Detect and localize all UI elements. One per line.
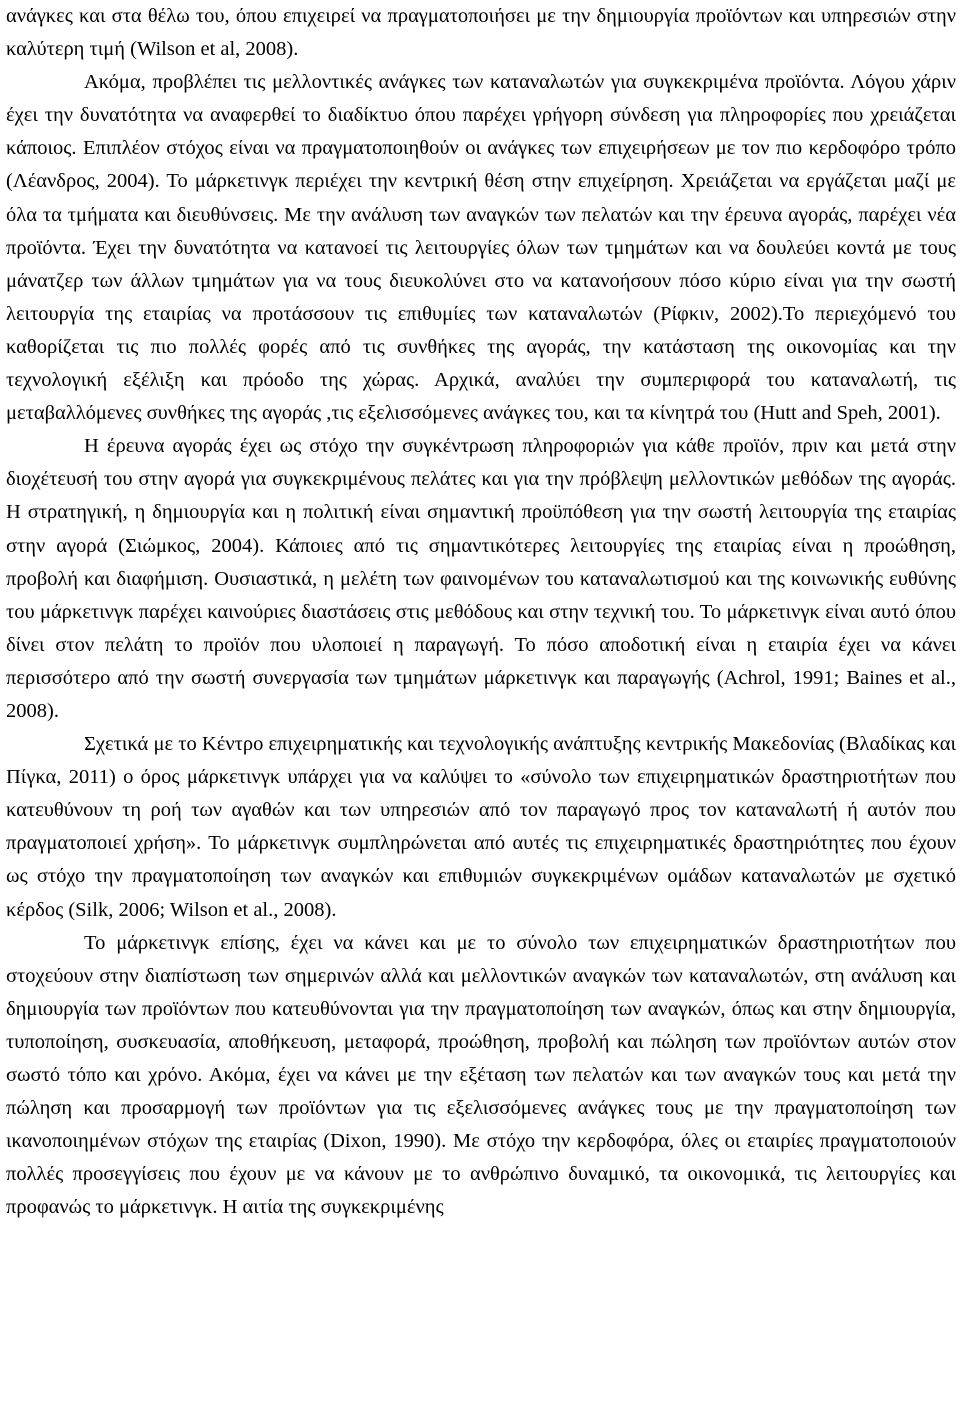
paragraph-4: Σχετικά με το Κέντρο επιχειρηματικής και τεχνολογικής ανάπτυξης κεντρικής Μακεδονίας (Βλαδίκας και Πίγκα, 2011) ο όρος μάρκετινγκ υπάρχει για να καλύψει το «σύνολο των επιχειρηματικών δραστηριοτήτων που κατευθύνουν τη ροή των αγαθών και των υπηρεσιών από τον παραγωγό προς τον καταναλωτή ή αυτόν που πραγματοποιεί χρήση». Το μάρκετινγκ συμπληρώνεται από αυτές τις επιχειρηματικές δραστηριότητες που έχουν ως στόχο την πραγματοποίηση των αναγκών και επιθυμιών συγκεκριμένων ομάδων καταναλωτών με σχετικό κέρδος (Silk, 2006; Wilson et al., 2008).: [6, 733, 956, 921]
paragraph-3: Η έρευνα αγοράς έχει ως στόχο την συγκέντρωση πληροφοριών για κάθε προϊόν, πριν και μετά στην διοχέτευσή του στην αγορά για συγκεκριμένους πελάτες και για την πρόβλεψη μελλοντικών μεθόδων της αγοράς. Η στρατηγική, η δημιουργία και η πολιτική είναι σημαντική προϋπόθεση για την σωστή λειτουργία της εταιρίας στην αγορά (Σιώμκος, 2004). Κάποιες από τις σημαντικότερες λειτουργίες της εταιρίας είναι η προώθηση, προβολή και διαφήμιση. Ουσιαστικά, η μελέτη των φαινομένων του καταναλωτισμού και της κοινωνικής ευθύνης του μάρκετινγκ παρέχει καινούριες διαστάσεις στις μεθόδους και στην τεχνική του. Το μάρκετινγκ είναι αυτό όπου δίνει στον πελάτη το προϊόν που υλοποιεί η παραγωγή. Το πόσο αποδοτική είναι η εταιρία έχει να κάνει περισσότερο από την σωστή συνεργασία των τμημάτων μάρκετινγκ και παραγωγής (Achrol, 1991; Baines et al., 2008).: [6, 435, 956, 722]
paragraph-2: Ακόμα, προβλέπει τις μελλοντικές ανάγκες των καταναλωτών για συγκεκριμένα προϊόντα. Λόγου χάριν έχει την δυνατότητα να αναφερθεί το διαδίκτυο όπου παρέχει γρήγορη σύνδεση για πληροφορίες που χρειάζεται κάποιος. Επιπλέον στόχος είναι να πραγματοποιηθούν οι ανάγκες των επιχειρήσεων με τον πιο κερδοφόρο τρόπο (Λέανδρος, 2004). Το μάρκετινγκ περιέχει την κεντρική θέση στην επιχείρηση. Χρειάζεται να εργάζεται μαζί με όλα τα τμήματα και διευθύνσεις. Με την ανάλυση των αναγκών των πελατών και την έρευνα αγοράς, παρέχει νέα προϊόντα. Έχει την δυνατότητα να κατανοεί τις λειτουργίες όλων των τμημάτων και να δουλεύει κοντά με τους μάνατζερ των άλλων τμημάτων για να τους διευκολύνει στο να κατανοήσουν πόσο κύριο είναι για την σωστή λειτουργία της εταιρίας να προτάσσουν τις επιθυμίες των καταναλωτών (Ρίφκιν, 2002).Το περιεχόμενό του καθορίζεται τις πιο πολλές φορές από τις συνθήκες της αγοράς, την κατάσταση της οικονομίας και την τεχνολογική εξέλιξη και πρόοδο της χώρας. Αρχικά, αναλύει την συμπεριφορά του καταναλωτή, τις μεταβαλλόμενες συνθήκες της αγοράς ,τις εξελισσόμενες ανάγκες του, και τα κίνητρά του (Hutt and Speh, 2001).: [6, 71, 956, 425]
document-page: [6, 0, 956, 1224]
paragraph-5: Το μάρκετινγκ επίσης, έχει να κάνει και με το σύνολο των επιχειρηματικών δραστηριοτήτων που στοχεύουν στην διαπίστωση των σημερινών αλλά και μελλοντικών αναγκών των καταναλωτών, στη ανάλυση και δημιουργία των προϊόντων που κατευθύνονται για την πραγματοποίηση των αναγκών, όπως και στην δημιουργία, τυποποίηση, συσκευασία, αποθήκευση, μεταφορά, προώθηση, προβολή και πώληση των προϊόντων αυτών στον σωστό τόπο και χρόνο. Ακόμα, έχει να κάνει με την εξέταση των πελατών και των αναγκών τους και μετά την πώληση και προσαρμογή των προϊόντων για τις εξελισσόμενες ανάγκες τους με την πραγματοποίηση των ικανοποιημένων στόχων της εταιρίας (Dixon, 1990). Με στόχο την κερδοφόρα, όλες οι εταιρίες πραγματοποιούν πολλές προσεγγίσεις που έχουν με να κάνουν με το ανθρώπινο δυναμικό, τα οικονομικά, τις λειτουργίες και προφανώς το μάρκετινγκ. Η αιτία της συγκεκριμένης: [6, 931, 956, 1219]
paragraph-1: ανάγκες και στα θέλω του, όπου επιχειρεί να πραγματοποιήσει με την δημιουργία προϊόντων και υπηρεσιών στην καλύτερη τιμή (Wilson et al, 2008).: [6, 5, 956, 61]
